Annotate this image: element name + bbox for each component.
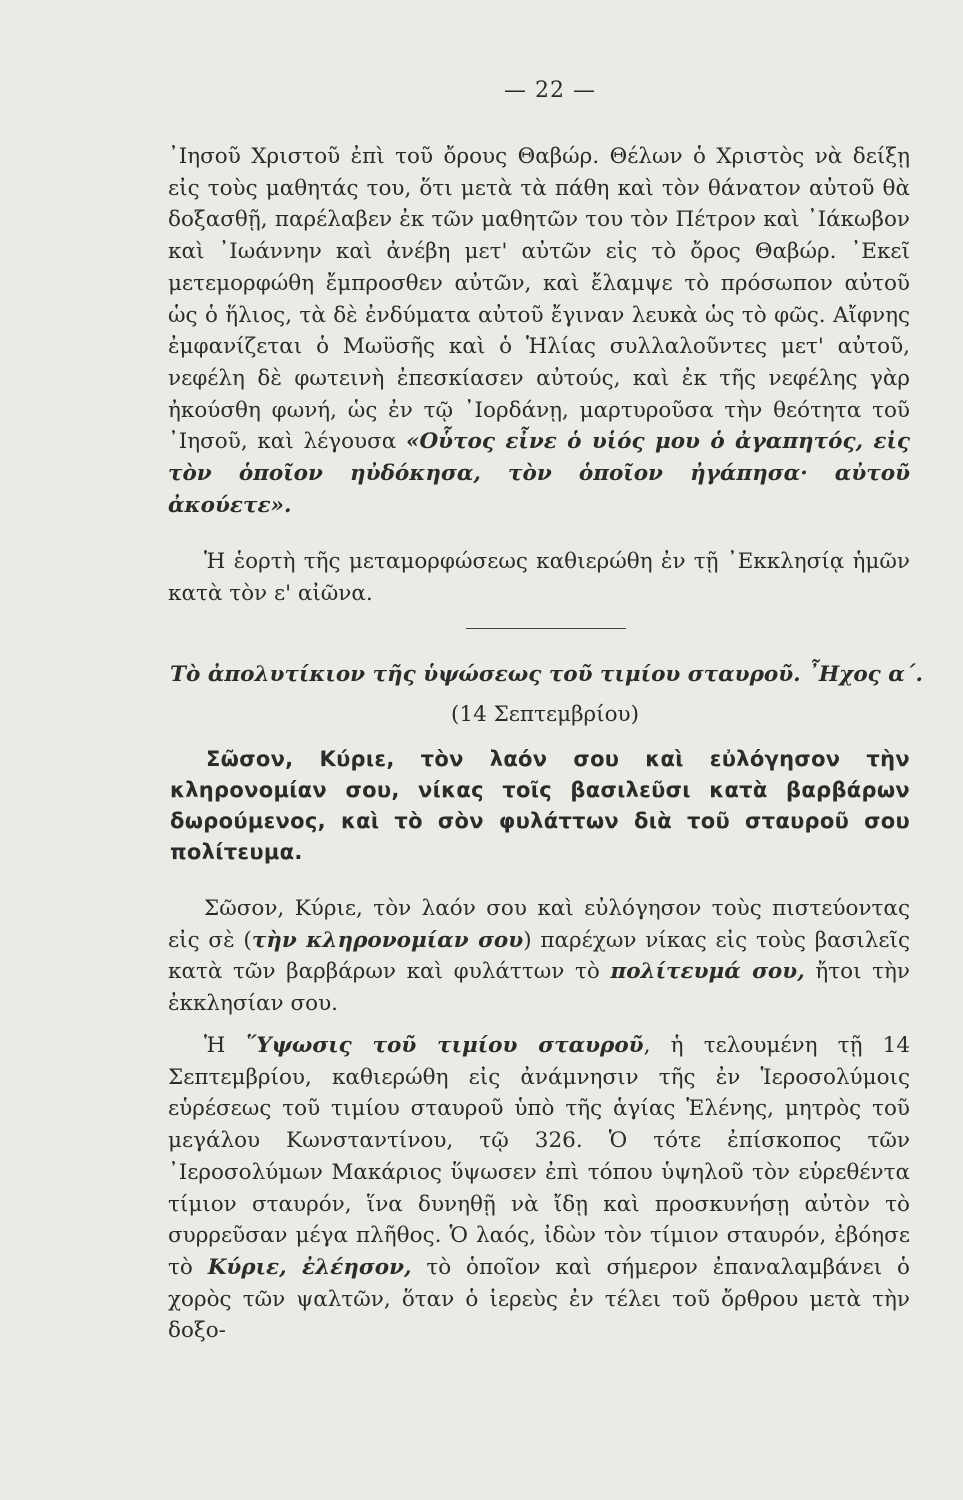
paragraph-feast-origin: Ἡ ἑορτὴ τῆς μεταμορφώσεως καθιερώθη ἐν τῇ ᾿Εκκλησίᾳ ἡμῶν κατὰ τὸν ε' αἰῶνα. (168, 549, 910, 606)
text-run: , ἡ τελουμένη τῇ 14 Σεπτεμβρίου, καθιερώθη εἰς ἀνάμνησιν τῆς ἐν Ἱεροσολύμοις εὑρέσεως τοῦ τιμίου σταυροῦ ὑπὸ τῆς ἁγίας Ἑλένης, μητρὸς τοῦ μεγάλου Κωνσταντίνου, τῷ 326. Ὁ τότε ἐπίσκοπος τῶν ᾿Ιεροσολύμων Μακάριος ὕψωσεν ἐπὶ τόπου ὑψηλοῦ τὸν εὑρεθέντα τίμιον σταυρόν, ἵνα δυνηθῇ νὰ ἴδῃ καὶ προσκυνήσῃ αὐτὸν τὸ συρρεῦσαν μέγα πλῆθος. Ὁ λαός, ἰδὼν τὸν τίμιον σταυρόν, ἐβόησε τὸ (168, 1033, 911, 1280)
text-run: Ἡ (204, 1033, 246, 1058)
text-run: τὸ ὁποῖον καὶ σήμερον ἐπαναλαμβάνει ὁ χορὸς τῶν ψαλτῶν, ὅταν ὁ ἱερεὺς ἐν τέλει τοῦ ὄρθρου μετὰ τὴν δοξο- (168, 1254, 910, 1344)
text-run: ) παρέχων νίκας εἰς τοὺς βασιλεῖς κατὰ τῶν βαρβάρων καὶ φυλάττων τὸ (168, 927, 910, 985)
section-divider (466, 628, 626, 629)
text-run: ἤτοι τὴν ἐκκλησίαν σου. (168, 959, 910, 1017)
emphasis-kyrie: Κύριε, ἐλέησον, (207, 1254, 412, 1280)
paragraph-transfiguration (168, 141, 910, 521)
emphasis-exaltation: ῞Υψωσις τοῦ τιμίου σταυροῦ (245, 1033, 644, 1058)
paragraph-exaltation-history (168, 1030, 910, 1347)
hymn-date: (14 Σεπτεμβρίου) (451, 702, 639, 727)
text-run: Σῶσον, Κύριε, τὸν λαόν σου καὶ εὐλόγησον τοὺς πιστεύοντας εἰς σὲ ( (168, 896, 910, 953)
emphasis-inheritance: τὴν κληρονομίαν σου (251, 927, 524, 953)
paragraph-text: ᾿Ιησοῦ Χριστοῦ ἐπὶ τοῦ ὄρους Θαβώρ. Θέλων ὁ Χριστὸς νὰ δείξῃ εἰς τοὺς μαθητάς του, ὅτι μετὰ τὰ πάθη καὶ τὸν θάνατον αὐτοῦ θὰ δοξασθῇ, παρέλαβεν ἐκ τῶν μαθητῶν του τὸν Πέτρον καὶ ᾿Ιάκωβον καὶ ᾿Ιωάννην καὶ ἀνέβη μετ' αὐτῶν εἰς τὸ ὄρος Θαβώρ. ᾿Εκεῖ μετεμορφώθη ἔμπροσθεν αὐτῶν, καὶ ἔλαμψε τὸ πρόσωπον αὐτοῦ ὡς ὁ ἥλιος, τὰ δὲ ἐνδύματα αὐτοῦ ἔγιναν λευκὰ ὡς τὸ φῶς. Αἴφνης ἐμφανίζεται ὁ Μωϋσῆς καὶ ὁ Ἡλίας συλλαλοῦντες μετ' αὐτοῦ, νεφέλη δὲ φωτεινὴ ἐπεσκίασεν αὐτούς, καὶ ἐκ τῆς νεφέλης γὰρ ἠκούσθη φωνή, ὡς ἐν τῷ ᾿Ιορδάνῃ, μαρτυροῦσα τὴν θεότητα τοῦ ᾿Ιησοῦ, καὶ λέγουσα (168, 144, 910, 455)
paragraph-hymn-explanation (168, 893, 910, 1020)
divine-voice-quote: «Οὗτος εἶνε ὁ υἱός μου ὁ ἀγαπητός, εἰς τὸν ὁποῖον ηὐδόκησα, τὸν ὁποῖον ἠγάπησα· αὐτοῦ ἀκούετε». (168, 429, 910, 518)
hymn-text: Σῶσον, Κύριε, τὸν λαόν σου καὶ εὐλόγησον τὴν κληρονομίαν σου, νίκας τοῖς βασιλεῦσι κατὰ βαρβάρων δωρούμενος, καὶ τὸ σὸν φυλάττων διὰ τοῦ σταυροῦ σου πολίτευμα. (170, 747, 910, 864)
page-number: — 22 — (504, 78, 596, 103)
hymn-title: Τὸ ἀπολυτίκιον τῆς ὑψώσεως τοῦ τιμίου σταυροῦ. ῏Ηχος α΄. (170, 662, 924, 687)
emphasis-polity: πολίτευμά σου, (610, 959, 805, 985)
